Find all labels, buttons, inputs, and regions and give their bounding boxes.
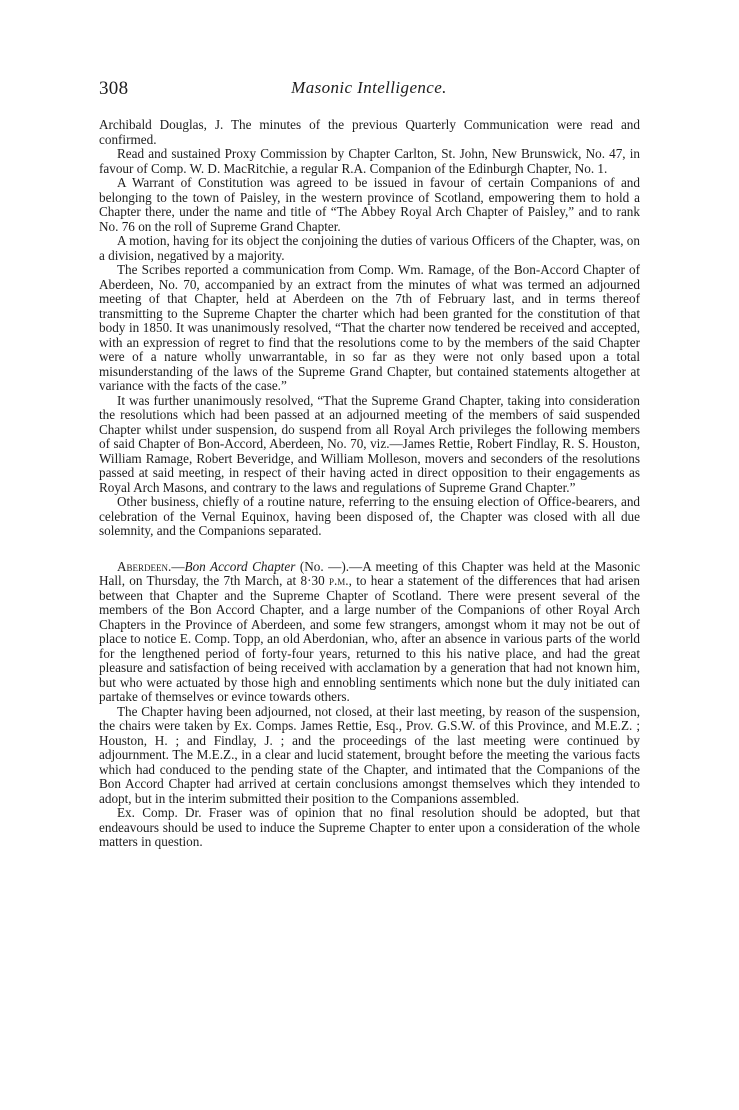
paragraph: Archibald Douglas, J. The minutes of the previous Quarterly Communication were read and confirmed. [99, 117, 640, 147]
running-head [99, 78, 639, 102]
paragraph: Ex. Comp. Dr. Fraser was of opinion that no final resolution should be adopted, but that endeavours should be used to induce the Supreme Chapter to enter upon a consideration of the whole matters in question. [99, 805, 640, 849]
chapter-name: Bon Accord Chapter [184, 558, 296, 574]
page-number: 308 [99, 78, 129, 99]
body-text [99, 118, 640, 850]
paragraph: Other business, chiefly of a routine nature, referring to the ensuing election of Office-bearers, and celebration of the Vernal Equinox, having been disposed of, the Chapter was closed with all due solemnity, and the Companions separated. [99, 494, 640, 538]
section-gap [99, 539, 640, 560]
paragraph: The Scribes reported a communication from Comp. Wm. Ramage, of the Bon-Accord Chapter of Aberdeen, No. 70, accompanied by an extract from the minutes of what was termed an adjourned meeting of that Chapter, held at Aberdeen on the 7th of February last, and in terms thereof transmitting to the Supreme Chapter the charter which had been granted for the constitution of that body in 1850. It was unanimously resolved, “That the charter now tendered be received and accepted, with an expression of regret to find that the resolutions come to by the members of the said Chapter were of a nature wholly unwarrantable, in so far as they were not only based upon a total misunderstanding of the laws of the Supreme Grand Chapter, but contained statements altogether at variance with the facts of the case.” [99, 262, 640, 393]
paragraph: A Warrant of Constitution was agreed to be issued in favour of certain Companions of and belonging to the town of Paisley, in the western province of Scotland, empowering them to hold a Chapter there, under the name and title of “The Abbey Royal Arch Chapter of Paisley,” and to rank No. 76 on the roll of Supreme Grand Chapter. [99, 175, 640, 234]
place-heading: Aberdeen. [117, 558, 172, 574]
paragraph: The Chapter having been adjourned, not closed, at their last meeting, by reason of the suspension, the chairs were taken by Ex. Comps. James Rettie, Esq., Prov. G.S.W. of this Province, and M.E.Z. ; Houston, H. ; and Findlay, J. ; and the proceedings of the last meeting were continued by adjournment. The M.E.Z., in a clear and lucid statement, brought before the meeting the various facts which had conduced to the pending state of the Chapter, and intimated that the Companions of the Bon Accord Chapter had arrived at certain conclusions amongst themselves which they intended to adopt, but in the interim submitted their position to the Companions assembled. [99, 703, 640, 806]
time-suffix: p.m. [328, 573, 349, 588]
aberdeen-report-paragraph [99, 560, 640, 705]
report-text: (No. —).—A meeting of this Chapter was held at the Masonic Hall, on Thursday, the 7th March, at 8·30 [99, 558, 641, 588]
running-title: Masonic Intelligence. [291, 78, 447, 97]
paragraph: Read and sustained Proxy Commission by Chapter Carlton, St. John, New Brunswick, No. 47, in favour of Comp. W. D. MacRitchie, a regular R.A. Companion of the Edinburgh Chapter, No. 1. [99, 146, 640, 176]
report-text-continued: , to hear a statement of the differences that had arisen between that Chapter and the Supreme Chapter of Scotland. There were present several of the members of the Bon Accord Chapter, and a large number of the Companions of other Royal Arch Chapters in the Province of Aberdeen, and some few strangers, amongst whom it may not be out of place to notice E. Comp. Topp, an old Aberdonian, who, after an absence in various parts of the world for the lengthened period of forty-four years, returned to this his native place, and had the great pleasure and satisfaction of being received with acclamation by a generation that had not known him, but who were actuated by those high and ennobling sentiments which none but the duly initiated can partake of themselves or evince towards others. [99, 573, 640, 704]
paragraph: A motion, having for its object the conjoining the duties of various Officers of the Chapter, was, on a division, negatived by a majority. [99, 233, 640, 263]
paragraph: It was further unanimously resolved, “That the Supreme Grand Chapter, taking into consideration the resolutions which had been passed at an adjourned meeting of the members of said suspended Chapter whilst under suspension, do suspend from all Royal Arch privileges the following members of said Chapter of Bon-Accord, Aberdeen, No. 70, viz.—James Rettie, Robert Findlay, R. S. Houston, William Ramage, Robert Beveridge, and William Molleson, movers and seconders of the resolutions passed at said meeting, in respect of their having acted in direct opposition to their engagements as Royal Arch Masons, and contrary to the laws and regulations of Supreme Grand Chapter.” [99, 392, 640, 495]
dash: — [171, 558, 185, 574]
